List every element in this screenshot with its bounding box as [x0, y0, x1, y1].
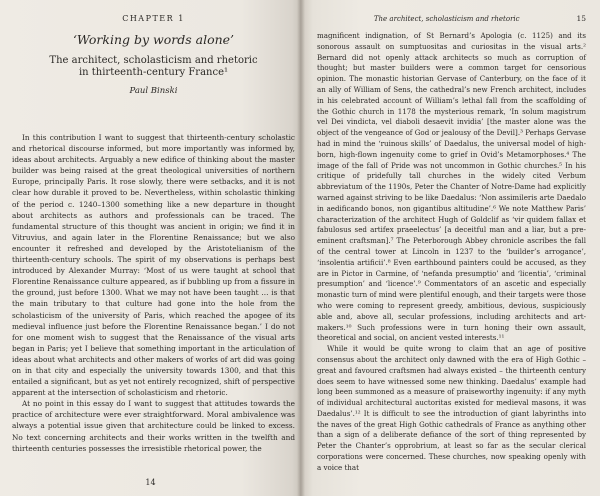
- body-paragraph: While it would be quite wrong to claim that an age of positive consensus about the architect only dawned with the era of High Gothic – great and favoured craftsmen had always existed – the thirteenth century does seem to have witnessed some new thinking. Daedalus’ example had long been summoned as a measure of praiseworthy ingenuity: if any myth of individual architectural auctoritas existed for medieval masons, it was Daedalus’.¹² It is difficult to see the introduction of giant labyrinths into the naves of the great High Gothic cathedrals of France as anything other than a sign of a deliberate defiance of the sort of thing represented by Peter the Chanter’s opprobrium, at least so far as the secular clerical corporations were concerned. These churches, now speaking openly with a voice that: [317, 344, 586, 472]
- body-paragraph: At no point in this essay do I want to suggest that attitudes towards the practice of architecture were ever straightforward. Moral ambivalence was always a potential issue given that architecture could be linked to excess. No text concerning architects and their works written in the twelfth and thirteenth centuries possesses the irresistible rhetorical power, the: [12, 399, 295, 453]
- author-name: Paul Binski: [129, 86, 178, 96]
- page-number: 14: [145, 478, 156, 487]
- running-head-title: The architect, scholasticism and rhetoric: [373, 15, 520, 23]
- chapter-label: CHAPTER 1: [122, 14, 185, 23]
- right-page: [301, 0, 600, 496]
- body-paragraph: magnificent indignation, of St Bernard’s Apologia (c. 1125) and its sonorous assault on sumptuositas and curiositas in the visual arts.² Bernard did not openly attack architects so much as corruption of thought; but master builders were a common target for censorious opinion. The monastic historian Gervase of Canterbury, on the face of it an ally of William of Sens, the cathedral’s new French architect, includes in his celebrated account of William’s lethal fall from the scaffolding of the Gothic church in 1178 the mysterious remark, ‘In solum magistrum vel Dei vindicta, vel diaboli desaevit invidia’ [the master alone was the object of the vengeance of God or jealousy of the Devil].³ Perhaps Gervase had in mind the ‘ruinous skills’ of Daedalus, the universal model of high-born, high-flown ingenuity come to grief in Ovid’s Metamorphoses.⁴ The image of the fall of Pride was not uncommon in Gothic churches.⁵ In his critique of pridefully tall churches in the widely cited Verbum abbreviatum of the 1190s, Peter the Chanter of Notre-Dame had explicitly warned against striving to be like Daedalus: ‘Non assimileris arte Daedalo in aedificando bonos, non gigantibus altitudine’.⁶ We note Matthew Paris’ characterization of the architect Hugh of Goldclif as ‘vir quidem fallax et fabulosus sed artifex praeelectus’ [a deceitful man and a liar, but a pre-eminent craftsman].⁷ The Peterborough Abbey chronicle ascribes the fall of the central tower at Lincoln in 1237 to the ‘builder’s arrogance’, ‘insolentia artificii’.⁸ Even earthbound painters could be accused, as they are in Pictor in Carmine, of ‘nefanda presumptio’ and ‘licentia’, ‘criminal presumption’ and ‘licence’.⁹ Commentators of an ascetic and especially monastic turn of mind were plentiful enough, and their targets were those who were coming to represent greedy, ambitious, devious, suspiciously able and, above all, secular professions, including architects and art-makers.¹⁰ Such professions were in turn honing their own assault, theoretical and social, on ancient vested interests.¹¹: [317, 31, 586, 343]
- page-number: 15: [576, 14, 586, 23]
- body-paragraph: In this contribution I want to suggest that thirteenth-century scholastic and rhetorical discourse informed, but more importantly was informed by, ideas about architects. Arguably a new edifice of thinking about the master builder was being raised at the great theological universities of northern Europe, principally Paris. It rose slowly, there were setbacks, and it is not clear how durable it proved to be. Nevertheless, within scholastic thinking of the period c. 1240–1300 something like a new departure in thought about architects as authors and professionals can be traced. The fundamental structure of this thought was ancient in origin; we find it in Vitruvius, and again later in the Florentine Renaissance; but we also encounter it refreshed and developed by the Aristotelianism of the thirteenth-century schools. The spirit of my observations is perhaps best introduced by Alexander Murray: ‘Most of us were taught at school that Florentine Renaissance culture appeared, as if bubbling up from a fissure in the ground, just before 1300. What we may not have been taught … is that the main tributary to that culture had gone into the hole from the scholasticism of the university of Paris, which reached the apogee of its medieval influence just before the Florentine Renaissance began.’ I do not for one moment wish to suggest that the Renaissance of the visual arts began in Paris; yet I believe that something important in the articulation of ideas about what architects and other makers of works of art did was going on in that city and especially the university towards 1300, and that this entailed a significant, but as yet not entirely recognized, shift of perspective apparent at the intersection of scholasticism and rhetoric.: [12, 133, 295, 398]
- chapter-title: ‘Working by words alone’: [72, 32, 235, 47]
- book-gutter: [297, 0, 305, 496]
- chapter-subtitle: The architect, scholasticism and rhetoric in thirteenth-century France¹: [49, 55, 258, 78]
- running-head: [317, 14, 586, 23]
